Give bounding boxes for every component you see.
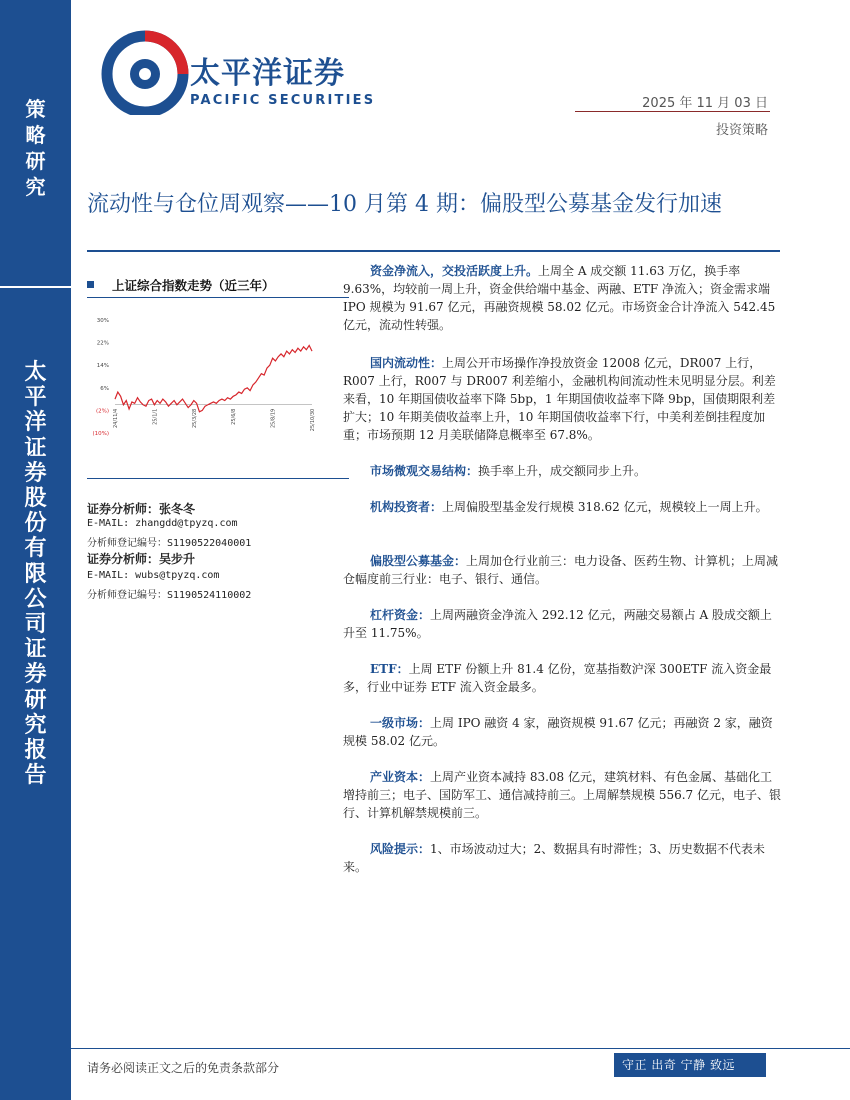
sidebar-divider (0, 286, 71, 288)
y-tick-label: 22% (96, 340, 109, 347)
summary-paragraph: ETF：上周 ETF 份额上升 81.4 亿份，宽基指数沪深 300ETF 流入资金最多，行业中证券 ETF 流入资金最多。 (343, 662, 772, 694)
analyst-1-email: E-MAIL: zhangdd@tpyzq.com (87, 518, 238, 529)
x-tick-label: 24/11/4 (113, 408, 119, 429)
summary-paragraph: 一级市场：上周 IPO 融资 4 家，融资规模 91.67 亿元；再融资 2 家，融资规模 58.02 亿元。 (343, 716, 773, 748)
analyst-2-reg: 分析师登记编号：S1190524110002 (87, 590, 252, 601)
sidebar-top-label: 策 略 研 究 (25, 97, 46, 199)
logo-name-cn: 太平洋证券 (190, 56, 345, 91)
x-tick-label: 25/3/28 (191, 408, 198, 429)
analyst-2-heading: 证券分析师：吴步升 (87, 552, 196, 566)
summary-paragraph: 风险提示：1、市场波动过大；2、数据具有时滞性；3、历史数据不代表未来。 (343, 842, 765, 874)
analyst-1-reg: 分析师登记编号：S1190522040001 (87, 538, 252, 549)
title-rule (87, 250, 780, 252)
summary-paragraph: 产业资本：上周产业资本减持 83.08 亿元，建筑材料、有色金属、基础化工增持前三；电子、国防军工、通信减持前三。上周解禁规模 556.7 亿元，电子、银行、计算机解禁规模前三。 (343, 770, 781, 820)
y-tick-label: (10%) (92, 431, 109, 437)
chart-top-rule (87, 297, 349, 298)
footer-disclaimer: 请务必阅读正文之后的免责条款部分 (87, 1061, 280, 1075)
summary-paragraph: 偏股型公募基金：上周加仓行业前三：电力设备、医药生物、计算机；上周减仓幅度前三行业：电子、银行、通信。 (343, 554, 779, 586)
summary-paragraph: 杠杆资金：上周两融资金净流入 292.12 亿元，两融交易额占 A 股成交额上升至 11.75%。 (343, 608, 772, 640)
y-tick-label: 30% (96, 318, 109, 324)
bullet-square-icon (87, 281, 94, 288)
report-title: 流动性与仓位周观察——10 月第 4 期：偏股型公募基金发行加速 (87, 192, 722, 217)
index-trend-chart (87, 300, 349, 475)
x-tick-label: 25/6/8 (231, 408, 238, 425)
report-date: 2025 年 11 月 03 日 (642, 96, 768, 111)
summary-paragraph: 机构投资者：上周偏股型基金发行规模 318.62 亿元，规模较上一周上升。 (370, 500, 768, 514)
report-category: 投资策略 (715, 123, 768, 138)
analyst-1-heading: 证券分析师：张冬冬 (87, 502, 196, 516)
y-tick-label: 6% (100, 385, 109, 392)
x-tick-label: 25/1/1 (152, 408, 159, 425)
summary-paragraph: 市场微观交易结构：换手率上升，成交额同步上升。 (370, 464, 647, 478)
summary-paragraph: 国内流动性：上周公开市场操作净投放资金 12008 亿元，DR007 上行，R007 上行，R007 与 DR007 利差缩小，金融机构间流动性未见明显分层。利差来看，10 年期国债收益率下降 5bp，1 年期国债收益率下降 9bp，国债期限利差扩大；10 年期美债收益率上升，10 年期国债收益率下行，中美利差倒挂程度加重；市场预期 12 月美联储降息概率至 67.8%。 (343, 356, 776, 442)
analyst-2-email: E-MAIL: wubs@tpyzq.com (87, 570, 220, 581)
date-rule (575, 111, 770, 112)
x-tick-label: 25/8/19 (270, 408, 277, 429)
footer-slogan: 守正 出奇 宁静 致远 (614, 1053, 766, 1077)
summary-paragraph: 资金净流入，交投活跃度上升。上周全 A 成交额 11.63 万亿，换手率 9.63%，均较前一周上升，资金供给端中基金、两融、ETF 净流入；资金需求端 IPO 规模为 91.67 亿元，再融资规模 58.02 亿元。市场资金合计净流入 542.45 亿元，流动性转强。 (343, 264, 776, 332)
chart-title: 上证综合指数走势（近三年） (87, 276, 275, 294)
series-line (115, 345, 312, 411)
sidebar-bottom-label: 太 平 洋 证 券 股 份 有 限 公 司 证 券 研 究 报 告 (24, 359, 47, 789)
y-tick-label: 14% (96, 363, 109, 370)
chart-bottom-rule (87, 478, 349, 479)
sidebar (0, 0, 71, 1100)
x-tick-label: 25/10/30 (310, 408, 316, 432)
y-tick-label: (2%) (95, 408, 109, 415)
footer-rule (71, 1048, 850, 1049)
logo-name-en: PACIFIC SECURITIES (190, 93, 376, 108)
